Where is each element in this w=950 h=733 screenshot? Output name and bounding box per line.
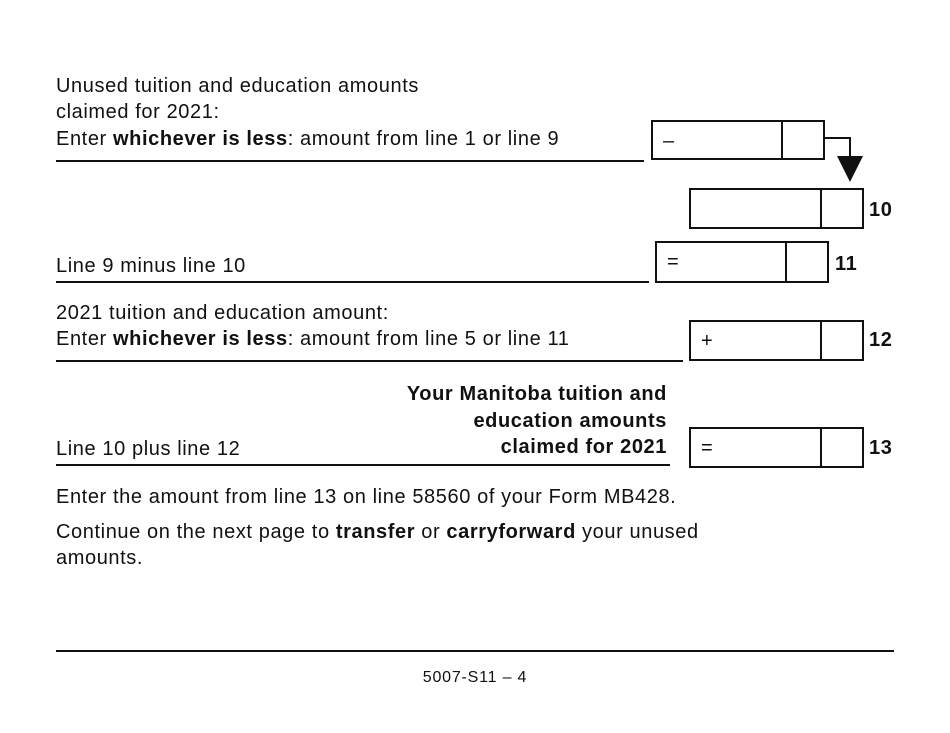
rule-line-12 xyxy=(56,360,683,362)
rule-line-11 xyxy=(56,281,649,283)
line-13-title-2: education amounts xyxy=(473,410,667,432)
cents-field-line-12[interactable] xyxy=(820,320,864,361)
line-13-title-3: claimed for 2021 xyxy=(500,436,667,458)
line-12-instruction: Enter whichever is less: amount from line 5 or line 11 xyxy=(56,328,570,350)
rule-line-13 xyxy=(56,464,670,466)
unused-amounts-label-1: Unused tuition and education amounts xyxy=(56,75,419,97)
line-13-title-1: Your Manitoba tuition and xyxy=(406,383,667,405)
line-13-label: Line 10 plus line 12 xyxy=(56,438,241,460)
cents-field-line-13[interactable] xyxy=(820,427,864,468)
rule-line-a xyxy=(56,160,644,162)
footer-rule xyxy=(56,650,894,652)
line-a-instruction: Enter whichever is less: amount from line 1 or line 9 xyxy=(56,128,560,150)
cents-field-line-11[interactable] xyxy=(785,241,829,283)
arrow-down-icon xyxy=(820,130,870,186)
page-code: 5007-S11 – 4 xyxy=(422,669,528,686)
line-11-label: Line 9 minus line 10 xyxy=(56,255,246,277)
amount-field-line-11[interactable]: = xyxy=(655,241,829,283)
amount-field-line-a[interactable]: – xyxy=(651,120,825,160)
line-number-13: 13 xyxy=(869,437,893,459)
enter-amount-instruction: Enter the amount from line 13 on line 58560 of your Form MB428. xyxy=(56,486,677,508)
line-number-12: 12 xyxy=(869,329,893,351)
line-number-10: 10 xyxy=(869,199,893,221)
unused-amounts-label-2: claimed for 2021: xyxy=(56,101,220,123)
cents-field-line-10[interactable] xyxy=(820,188,864,229)
line-number-11: 11 xyxy=(835,253,858,275)
amount-field-line-13[interactable]: = xyxy=(689,427,864,468)
line-12-label: 2021 tuition and education amount: xyxy=(56,302,389,324)
continue-instruction: Continue on the next page to transfer or carryforward your unused xyxy=(56,521,699,543)
amount-field-line-10[interactable] xyxy=(689,188,864,229)
continue-instruction-2: amounts. xyxy=(56,547,144,569)
amount-field-line-12[interactable]: + xyxy=(689,320,864,361)
cents-field-line-a[interactable] xyxy=(781,120,825,160)
